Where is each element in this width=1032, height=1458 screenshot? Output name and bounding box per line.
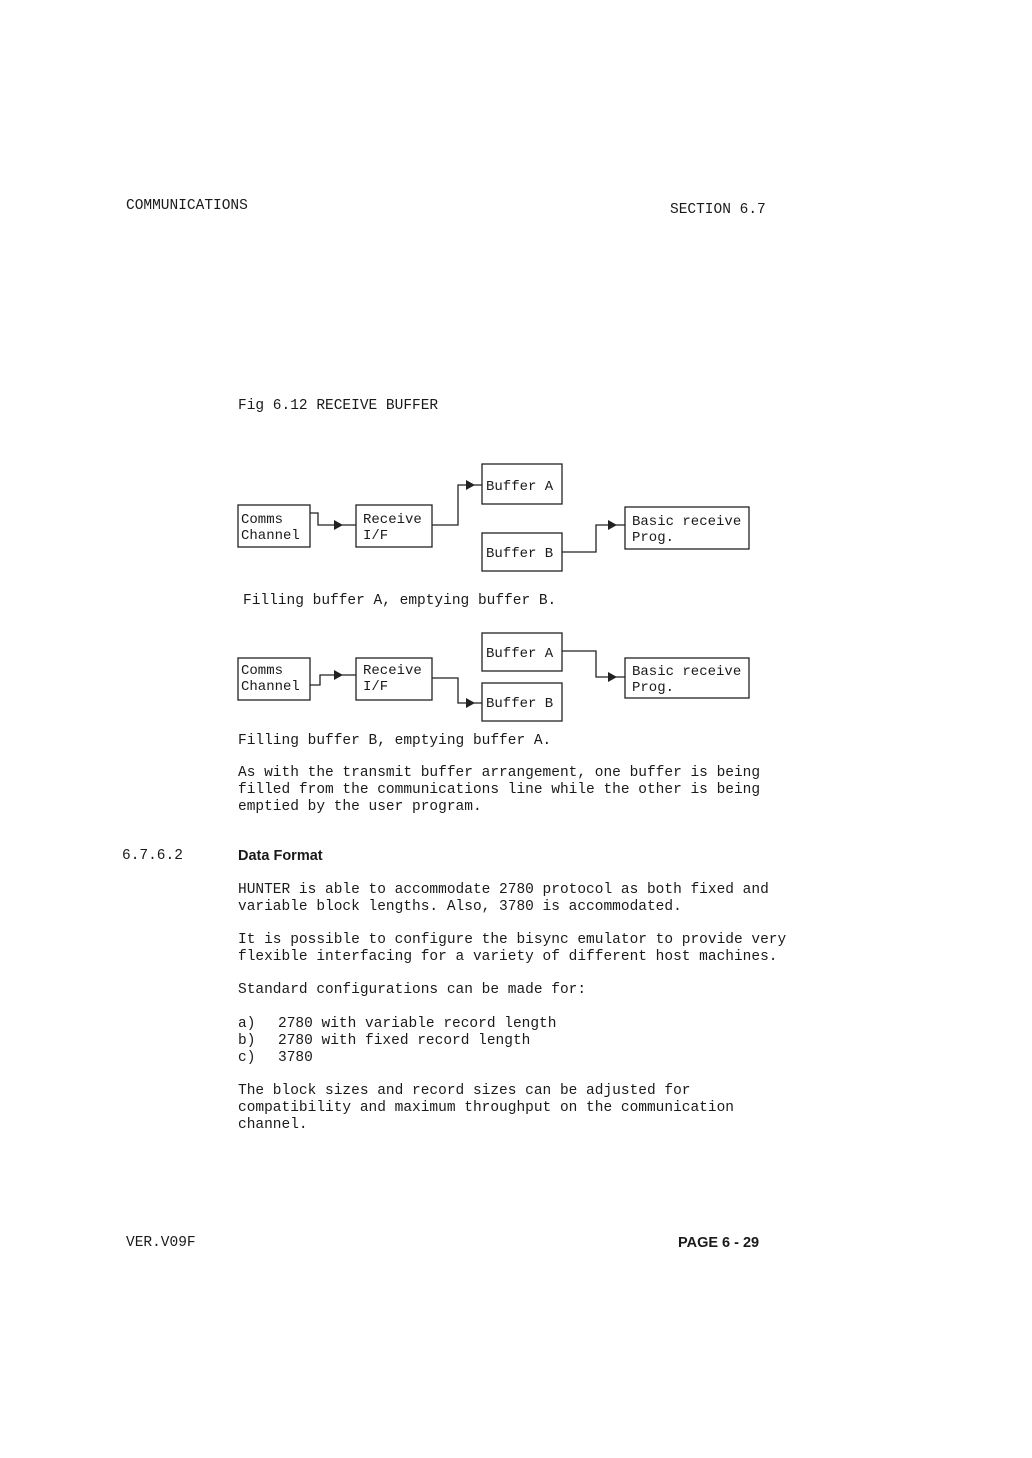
footer-version: VER.V09F (126, 1235, 196, 1251)
receive-buffer-diagram-1 (230, 455, 760, 580)
header-right: SECTION 6.7 (670, 202, 766, 218)
arrow-icon (466, 698, 475, 708)
text-line: compatibility and maximum throughput on the communication (238, 1100, 734, 1116)
buffer-a-label: Buffer A (486, 479, 554, 495)
text-line: It is possible to configure the bisync emulator to provide very (238, 932, 787, 948)
text-line: Standard configurations can be made for: (238, 982, 587, 998)
header-left: COMMUNICATIONS (126, 198, 248, 214)
arrow-icon (334, 670, 343, 680)
basic-receive-label-2: Prog. (632, 680, 675, 696)
text-line: variable block lengths. Also, 3780 is accommodated. (238, 899, 682, 915)
text-line: channel. (238, 1117, 308, 1133)
receive-if-label-2: I/F (363, 528, 389, 544)
list-item (238, 1050, 778, 1067)
basic-receive-label-1: Basic receive (632, 514, 742, 530)
diagram-2-caption: Filling buffer B, emptying buffer A. (238, 733, 552, 749)
list-marker: a) (238, 1016, 256, 1032)
list-item (238, 1016, 778, 1033)
text-line: flexible interfacing for a variety of different host machines. (238, 949, 778, 965)
section-heading: Data Format (238, 848, 323, 864)
paragraph-protocol (238, 882, 778, 916)
text-line: As with the transmit buffer arrangement, one buffer is being (238, 765, 761, 781)
receive-buffer-diagram-2 (230, 625, 760, 730)
buffer-b-label: Buffer B (486, 696, 554, 712)
arrow-icon (466, 480, 475, 490)
list-text: 3780 (278, 1050, 313, 1066)
receive-if-label-2: I/F (363, 679, 389, 695)
comms-channel-label-2: Channel (241, 528, 300, 544)
comms-channel-label-2: Channel (241, 679, 300, 695)
receive-if-label-1: Receive (363, 663, 422, 679)
figure-title: Fig 6.12 RECEIVE BUFFER (238, 398, 439, 414)
list-text: 2780 with variable record length (278, 1016, 557, 1032)
comms-channel-label-1: Comms (241, 512, 284, 528)
section-number: 6.7.6.2 (122, 848, 183, 864)
list-item (238, 1033, 778, 1050)
paragraph-configure (238, 932, 787, 966)
text-line: filled from the communications line while the other is being (238, 782, 761, 798)
list-text: 2780 with fixed record length (278, 1033, 531, 1049)
list-marker: b) (238, 1033, 256, 1049)
footer-page-number: PAGE 6 - 29 (678, 1235, 760, 1251)
arrow-icon (608, 520, 617, 530)
buffer-a-label: Buffer A (486, 646, 554, 662)
text-line: HUNTER is able to accommodate 2780 protocol as both fixed and (238, 882, 769, 898)
text-line: The block sizes and record sizes can be adjusted for (238, 1083, 691, 1099)
intro-paragraph (238, 765, 778, 816)
diagram-1-caption: Filling buffer A, emptying buffer B. (243, 593, 557, 609)
paragraph-standard-configs (238, 982, 778, 999)
basic-receive-label-2: Prog. (632, 530, 675, 546)
list-marker: c) (238, 1050, 256, 1066)
arrow-icon (334, 520, 343, 530)
text-line: emptied by the user program. (238, 799, 482, 815)
arrow-icon (608, 672, 617, 682)
config-list (238, 1016, 778, 1067)
basic-receive-label-1: Basic receive (632, 664, 742, 680)
paragraph-block-sizes (238, 1083, 778, 1134)
receive-if-label-1: Receive (363, 512, 422, 528)
buffer-b-label: Buffer B (486, 546, 554, 562)
comms-channel-label-1: Comms (241, 663, 284, 679)
